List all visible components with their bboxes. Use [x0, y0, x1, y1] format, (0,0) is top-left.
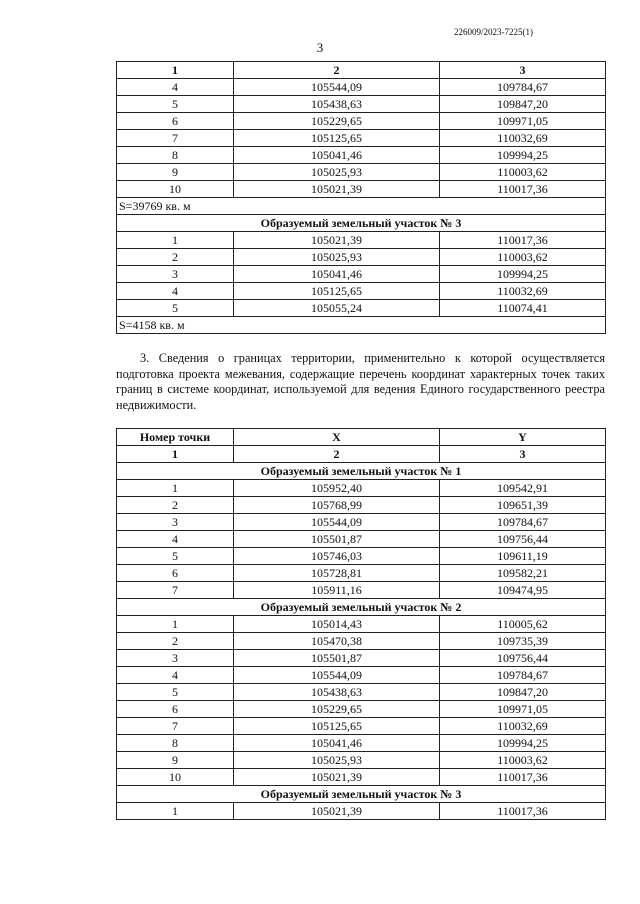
x-coordinate: 105041,46: [234, 147, 440, 164]
table-row: [117, 735, 606, 752]
table-row: [117, 232, 606, 249]
table-row: [117, 684, 606, 701]
y-coordinate: 109651,39: [440, 497, 606, 514]
y-coordinate: 110032,69: [440, 718, 606, 735]
y-coordinate: 109994,25: [440, 266, 606, 283]
table-row: [117, 633, 606, 650]
y-coordinate: 109756,44: [440, 531, 606, 548]
point-number: 1: [117, 803, 234, 820]
table-row: [117, 113, 606, 130]
column-number-2: 2: [234, 446, 440, 463]
table-row: [117, 96, 606, 113]
y-coordinate: 109994,25: [440, 735, 606, 752]
point-number: 1: [117, 480, 234, 497]
y-coordinate: 110003,62: [440, 249, 606, 266]
point-number: 10: [117, 181, 234, 198]
y-coordinate: 109994,25: [440, 147, 606, 164]
x-coordinate: 105544,09: [234, 514, 440, 531]
x-coordinate: 105125,65: [234, 283, 440, 300]
point-number: 4: [117, 531, 234, 548]
point-number: 5: [117, 300, 234, 317]
x-coordinate: 105125,65: [234, 718, 440, 735]
table-row: [117, 266, 606, 283]
table-row: [117, 582, 606, 599]
x-coordinate: 105911,16: [234, 582, 440, 599]
x-coordinate: 105768,99: [234, 497, 440, 514]
section-row: [117, 786, 606, 803]
x-coordinate: 105021,39: [234, 232, 440, 249]
y-coordinate: 109847,20: [440, 96, 606, 113]
point-number: 7: [117, 130, 234, 147]
header-x: X: [234, 429, 440, 446]
point-number: 6: [117, 701, 234, 718]
table-row: [117, 531, 606, 548]
section-row: [117, 599, 606, 616]
x-coordinate: 105055,24: [234, 300, 440, 317]
y-coordinate: 109784,67: [440, 79, 606, 96]
document-number: 226009/2023-7225(1): [454, 27, 533, 37]
point-number: 9: [117, 752, 234, 769]
table-row: [117, 701, 606, 718]
y-coordinate: 110017,36: [440, 181, 606, 198]
table-row: [117, 514, 606, 531]
section-title: Образуемый земельный участок № 3: [117, 786, 606, 803]
column-number-row: [117, 446, 606, 463]
column-number-3: 3: [440, 446, 606, 463]
point-number: 8: [117, 735, 234, 752]
y-coordinate: 110005,62: [440, 616, 606, 633]
point-number: 7: [117, 718, 234, 735]
y-coordinate: 110003,62: [440, 164, 606, 181]
point-number: 6: [117, 565, 234, 582]
point-number: 1: [117, 232, 234, 249]
y-coordinate: 109611,19: [440, 548, 606, 565]
point-number: 2: [117, 497, 234, 514]
x-coordinate: 105021,39: [234, 803, 440, 820]
table-row: [117, 565, 606, 582]
point-number: 7: [117, 582, 234, 599]
y-coordinate: 110017,36: [440, 232, 606, 249]
header-y: Y: [440, 429, 606, 446]
y-coordinate: 109784,67: [440, 667, 606, 684]
section-title: Образуемый земельный участок № 3: [117, 215, 606, 232]
y-coordinate: 109582,21: [440, 565, 606, 582]
x-coordinate: 105229,65: [234, 701, 440, 718]
area-note: S=39769 кв. м: [117, 198, 606, 215]
x-coordinate: 105021,39: [234, 769, 440, 786]
y-coordinate: 110032,69: [440, 130, 606, 147]
x-coordinate: 105501,87: [234, 531, 440, 548]
point-number: 2: [117, 633, 234, 650]
y-coordinate: 109735,39: [440, 633, 606, 650]
point-number: 3: [117, 514, 234, 531]
y-coordinate: 110017,36: [440, 803, 606, 820]
column-number-1: 1: [117, 62, 234, 79]
area-row: [117, 198, 606, 215]
table-row: [117, 79, 606, 96]
table-row: [117, 650, 606, 667]
x-coordinate: 105501,87: [234, 650, 440, 667]
section-row: [117, 463, 606, 480]
table-row: [117, 616, 606, 633]
table-row: [117, 769, 606, 786]
y-coordinate: 109971,05: [440, 113, 606, 130]
point-number: 4: [117, 79, 234, 96]
boundary-coordinates-table: [116, 428, 606, 820]
x-coordinate: 105746,03: [234, 548, 440, 565]
point-number: 10: [117, 769, 234, 786]
section-row: [117, 215, 606, 232]
table-row: [117, 147, 606, 164]
y-coordinate: 109784,67: [440, 514, 606, 531]
y-coordinate: 109847,20: [440, 684, 606, 701]
area-row: [117, 317, 606, 334]
table-row: [117, 752, 606, 769]
point-number: 8: [117, 147, 234, 164]
column-number-3: 3: [440, 62, 606, 79]
coordinates-table-continued: [116, 61, 606, 334]
point-number: 5: [117, 96, 234, 113]
point-number: 4: [117, 667, 234, 684]
x-coordinate: 105014,43: [234, 616, 440, 633]
x-coordinate: 105025,93: [234, 249, 440, 266]
x-coordinate: 105041,46: [234, 735, 440, 752]
x-coordinate: 105438,63: [234, 96, 440, 113]
x-coordinate: 105041,46: [234, 266, 440, 283]
table-row: [117, 300, 606, 317]
point-number: 4: [117, 283, 234, 300]
table-row: [117, 181, 606, 198]
table-row: [117, 480, 606, 497]
table-row: [117, 283, 606, 300]
column-number-1: 1: [117, 446, 234, 463]
table-row: [117, 249, 606, 266]
x-coordinate: 105021,39: [234, 181, 440, 198]
point-number: 2: [117, 249, 234, 266]
table-row: [117, 667, 606, 684]
y-coordinate: 110017,36: [440, 769, 606, 786]
y-coordinate: 109971,05: [440, 701, 606, 718]
y-coordinate: 109756,44: [440, 650, 606, 667]
y-coordinate: 110074,41: [440, 300, 606, 317]
y-coordinate: 109474,95: [440, 582, 606, 599]
column-number-2: 2: [234, 62, 440, 79]
x-coordinate: 105544,09: [234, 667, 440, 684]
x-coordinate: 105125,65: [234, 130, 440, 147]
table-row: [117, 803, 606, 820]
x-coordinate: 105544,09: [234, 79, 440, 96]
section-title: Образуемый земельный участок № 2: [117, 599, 606, 616]
page-number: 3: [316, 40, 324, 55]
x-coordinate: 105025,93: [234, 164, 440, 181]
y-coordinate: 110032,69: [440, 283, 606, 300]
section-title: Образуемый земельный участок № 1: [117, 463, 606, 480]
table-row: [117, 718, 606, 735]
x-coordinate: 105728,81: [234, 565, 440, 582]
header-point-number: Номер точки: [117, 429, 234, 446]
point-number: 9: [117, 164, 234, 181]
section-3-paragraph: 3. Сведения о границах территории, применительно к которой осуществляется подготовка проекта межевания, содержащие перечень координат характерных точек таких границ в системе координат, используемой для ведения Единого государственного реестра недвижимости.: [116, 351, 605, 412]
x-coordinate: 105470,38: [234, 633, 440, 650]
point-number: 5: [117, 548, 234, 565]
x-coordinate: 105229,65: [234, 113, 440, 130]
table-row: [117, 497, 606, 514]
point-number: 3: [117, 266, 234, 283]
x-coordinate: 105438,63: [234, 684, 440, 701]
table-row: [117, 130, 606, 147]
table-row: [117, 164, 606, 181]
y-coordinate: 110003,62: [440, 752, 606, 769]
column-number-row: [117, 62, 606, 79]
point-number: 1: [117, 616, 234, 633]
point-number: 6: [117, 113, 234, 130]
point-number: 3: [117, 650, 234, 667]
point-number: 5: [117, 684, 234, 701]
area-note: S=4158 кв. м: [117, 317, 606, 334]
x-coordinate: 105025,93: [234, 752, 440, 769]
y-coordinate: 109542,91: [440, 480, 606, 497]
header-row: [117, 429, 606, 446]
table-row: [117, 548, 606, 565]
x-coordinate: 105952,40: [234, 480, 440, 497]
